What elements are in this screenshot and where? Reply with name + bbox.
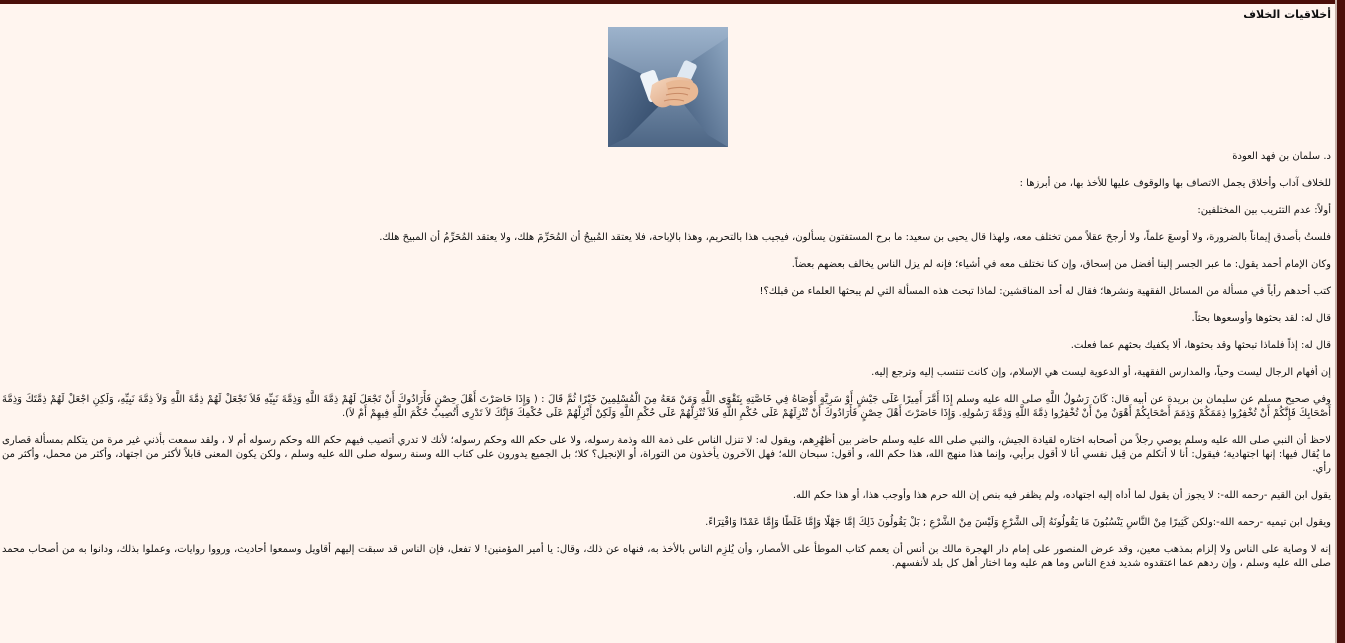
article-paragraph: لاحظ أن النبي صلى الله عليه وسلم يوصي رجلاً من أصحابه اختاره لقيادة الجيش، والنبي صلى الله عليه وسلم حاضر بين أظهُرِهم، ويقول له: لا تنزل الناس على ذمة الله وذمة رسوله، ولا على حكم الله وحكم رسوله؛ لأنك لا تدري أتصيب فيهم حكم الله وحكم رسوله أم لا ، ولقد سمعت بأذني غير مرة من يتكلم بمسألة قصارى ما يُقال فيها: إنها اجتهادية؛ فيقول: أنا لا أتكلم من قِبل نفسي أنا لا أقول برأيي، وإنما هذا منهج الله، هذا حكم الله، و أقول: سبحان الله؛ فهل الآخرون يأخذون من التوراة، أو الإنجيل؟ كلا؛ بل الجميع يدورون على كتاب الله وسنة رسوله صلى الله عليه وسلم ، ولكن يكون المعنى قابلاً لأكثر من اجتهاد، وأكثر من محمل، وأكثر من رأي. — [2, 435, 1331, 474]
article-paragraph: إن أفهام الرجال ليست وحياً، والمدارس الفقهية، أو الدعوية ليست هي الإسلام، وإن كانت تنتسب إليه وترجع إليه. — [871, 367, 1331, 378]
article-paragraph: ويقول ابن تيميه -رحمه الله-:ولكن كَثِيرًا مِنْ النَّاسِ يَنْسُبُونَ مَا يَقُولُونَهُ إلَى الشَّرْعِ وَلَيْسَ مِنْ الشَّرْعِ ; بَلْ يَقُولُونَ ذَلِكَ إمَّا جَهْلًا وَإِمَّا غَلَطًا وَإِمَّا عَمْدًا وَافْتِرَاءً. — [705, 517, 1331, 528]
handshake-icon — [608, 27, 728, 147]
article-paragraph: فلستُ بأصدق إيماناً بالضرورة، ولا أوسعَ علماً، ولا أرجحَ عقلاً ممن تختلف معه، ولهذا قال يحيى بن سعيد: ما برح المستفتون يسألون، فيجيب هذا بالتحريم، وهذا بالإباحة، فلا يعتقد المُبيحُ أن المُحَرِّمَ هلك، ولا يعتقد المُحَرِّمُ أن المبيحَ هلك. — [379, 232, 1331, 243]
article-paragraph: وكان الإمام أحمد يقول: ما عبر الجسر إلينا أفضل من إسحاق، وإن كنا نختلف معه في أشياء؛ فإنه لم يزل الناس يخالف بعضهم بعضاً. — [791, 259, 1331, 270]
handshake-photo — [608, 27, 728, 147]
article-author: د. سلمان بن فهد العودة — [1232, 151, 1331, 162]
article-body — [2, 150, 1331, 584]
article-paragraph: قال له: إذاً فلماذا تبحثها وقد بحثوها، ألا يكفيك بحثهم عما فعلت. — [1070, 340, 1331, 351]
article-paragraph: قال له: لقد بحثوها وأوسعوها بحثاً. — [1191, 313, 1331, 324]
article-paragraph: كتب أحدهم رأياً في مسألة من المسائل الفقهية ونشرها؛ فقال له أحد المناقشين: لماذا تبحث هذه المسألة التي لم يبحثها العلماء من قبلك؟! — [759, 286, 1331, 297]
article-page — [2, 4, 1333, 643]
article-title: أخلاقيات الخلاف — [1243, 8, 1331, 21]
article-paragraph: وفي صحيح مسلم عن سليمان بن بريدة عن أبيه قال: كَانَ رَسُولُ اللَّهِ صلى الله عليه وسلم إِذَا أَمَّرَ أَمِيرًا عَلَى جَيْشٍ أَوْ سَرِيَّةٍ أَوْصَاهُ فِي خَاصَّتِهِ بِتَقْوَى اللَّهِ وَمَنْ مَعَهُ مِنَ الْمُسْلِمِينَ خَيْرًا ثُمَّ قَالَ : ( وَإِذَا حَاصَرْتَ أَهْلَ حِصْنٍ فَأَرَادُوكَ أَنْ تَجْعَلَ لَهُمْ ذِمَّةَ اللَّهِ وَذِمَّةَ نَبِيِّهِ فَلاَ تَجْعَلْ لَهُمْ ذِمَّةَ اللَّهِ وَلاَ ذِمَّةَ نَبِيِّهِ، وَلَكِنِ اجْعَلْ لَهُمْ ذِمَّتَكَ وَذِمَّةَ أَصْحَابِكَ فَإِنَّكُمْ أَنْ تُخْفِرُوا ذِمَمَكُمْ وَذِمَمَ أَصْحَابِكُمْ أَهْوَنُ مِنْ أَنْ تُخْفِرُوا ذِمَّةَ اللَّهِ وَذِمَّةَ رَسُولِهِ. وَإِذَا حَاصَرْتَ أَهْلَ حِصْنٍ فَأَرَادُوكَ أَنْ تُنْزِلَهُمْ عَلَى حُكْمِ اللَّهِ فَلاَ تُنْزِلْهُمْ عَلَى حُكْمِ اللَّهِ وَلَكِنْ أَنْزِلْهُمْ عَلَى حُكْمِكَ فَإِنَّكَ لاَ تَدْرِى أَتُصِيبُ حُكْمَ اللَّهِ فِيهِمْ أَمْ لاَ). — [2, 394, 1331, 419]
article-paragraph: للخلاف آداب وأخلاق يجمل الاتصاف بها والوقوف عليها للأخذ بها، من أبرزها : — [1019, 178, 1331, 189]
right-border — [1337, 0, 1345, 643]
article-paragraph: إنه لا وصاية على الناس ولا إلزام بمذهب معين، وقد عرض المنصور على إمام دار الهجرة مالك بن أنس أن يعمم كتاب الموطأ على الأمصار، وأن يُلزِم الناس بالأخذ به، فنهاه عن ذلك، وقال: يا أمير المؤمنين! لا تفعل، فإن الناس قد سبقت إليهم أقاويل وسمعوا أحاديث، ورووا روايات، وعملوا بذلك، ودانوا به من أصحاب محمد صلى الله عليه وسلم ، وإن ردهم عما اعتقدوه شديد فدع الناس وما هم عليه وما اختار أهل كل بلد لأنفسهم. — [2, 544, 1331, 569]
article-paragraph: أولاً: عدم التثريب بين المختلفين: — [1197, 205, 1331, 216]
article-paragraph: يقول ابن القيم -رحمه الله-: لا يجوز أن يقول لما أداه إليه اجتهاده، ولم يظفر فيه بنص إن الله حرم هذا وأوجب هذا، أو هذا حكم الله. — [792, 490, 1331, 501]
